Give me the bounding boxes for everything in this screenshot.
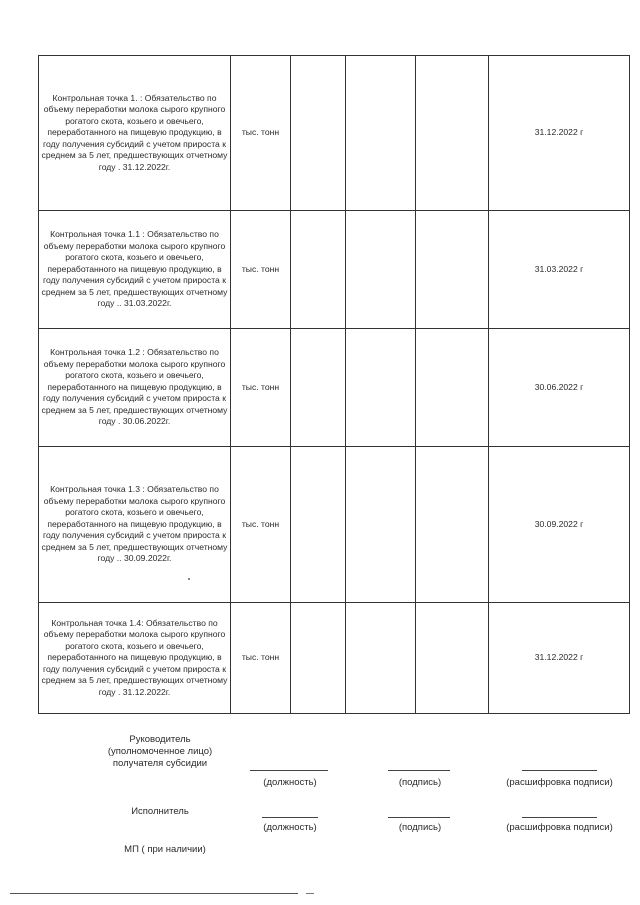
table-row [39,603,630,714]
unit-cell: тыс. тонн [231,329,291,447]
empty-cell [416,211,489,329]
empty-cell [416,56,489,211]
control-point-name: Контрольная точка 1.4: Обязательство по объему переработки молока сырого крупного рогатого скота, козьего и овечьего, переработанного на пищевую продукцию, в году получения субсидий с учетом прироста к среднем за 5 лет, предшествующих отчетному году . 31.12.2022г. [39,603,231,714]
date-cell: 30.09.2022 г [489,447,630,603]
date-cell: 30.06.2022 г [489,329,630,447]
empty-cell [416,603,489,714]
head-title-line1: Руководитель [129,734,191,745]
table-row [39,211,630,329]
head-position-line [250,770,328,771]
executor-decoding-caption: (расшифровка подписи) [506,822,613,833]
executor-signature-line [388,817,450,818]
control-point-name: Контрольная точка 1.1 : Обязательство по объему переработки молока сырого крупного рогатого скота, козьего и овечьего, переработанного на пищевую продукцию, в году получения субсидий с учетом прироста к среднем за 5 лет, предшествующих отчетному году .. 31.03.2022г. [39,211,231,329]
empty-cell [291,329,346,447]
empty-cell [346,211,416,329]
head-title-line2: (уполномоченное лицо) [107,746,213,757]
unit-cell: тыс. тонн [231,603,291,714]
empty-cell [346,56,416,211]
control-point-name: Контрольная точка 1.2 : Обязательство по объему переработки молока сырого крупного рогатого скота, козьего и овечьего, переработанного на пищевую продукцию, в году получения субсидий с учетом прироста к среднем за 5 лет, предшествующих отчетному году . 30.06.2022г. [39,329,231,447]
table-row [39,329,630,447]
unit-cell: тыс. тонн [231,56,291,211]
head-title-line3: получателя субсидии [112,758,208,769]
scan-speck [188,578,190,580]
table-row [39,447,630,603]
empty-cell [291,56,346,211]
empty-cell [346,603,416,714]
date-cell: 31.12.2022 г [489,603,630,714]
head-signature-caption: (подпись) [398,777,442,788]
empty-cell [291,211,346,329]
date-cell: 31.12.2022 г [489,56,630,211]
empty-cell [416,447,489,603]
head-decoding-line [522,770,597,771]
control-points-table [38,55,630,714]
unit-cell: тыс. тонн [231,447,291,603]
executor-decoding-line [522,817,597,818]
empty-cell [416,329,489,447]
unit-cell: тыс. тонн [231,211,291,329]
footnote-rule [10,893,298,894]
head-position-caption: (должность) [263,777,317,788]
head-signature-line [388,770,450,771]
head-title [95,734,225,770]
table-row [39,56,630,211]
empty-cell [291,447,346,603]
control-point-name: Контрольная точка 1.3 : Обязательство по объему переработки молока сырого крупного рогатого скота, козьего и овечьего, переработанного на пищевую продукцию, в году получения субсидий с учетом прироста к среднем за 5 лет, предшествующих отчетному году .. 30.09.2022г. [39,447,231,603]
date-cell: 31.03.2022 г [489,211,630,329]
executor-signature-caption: (подпись) [398,822,442,833]
empty-cell [346,329,416,447]
executor-position-line [262,817,318,818]
control-point-name: Контрольная точка 1. : Обязательство по объему переработки молока сырого крупного рогатого скота, козьего и овечьего, переработанного на пищевую продукцию, в году получения субсидий с учетом прироста к среднем за 5 лет, предшествующих отчетному году . 31.12.2022г. [39,56,231,211]
executor-position-caption: (должность) [263,822,317,833]
executor-title: Исполнитель [131,806,189,817]
empty-cell [291,603,346,714]
stamp-place: МП ( при наличии) [124,844,206,855]
footnote-rule-tail [306,893,314,894]
head-decoding-caption: (расшифровка подписи) [506,777,613,788]
empty-cell [346,447,416,603]
